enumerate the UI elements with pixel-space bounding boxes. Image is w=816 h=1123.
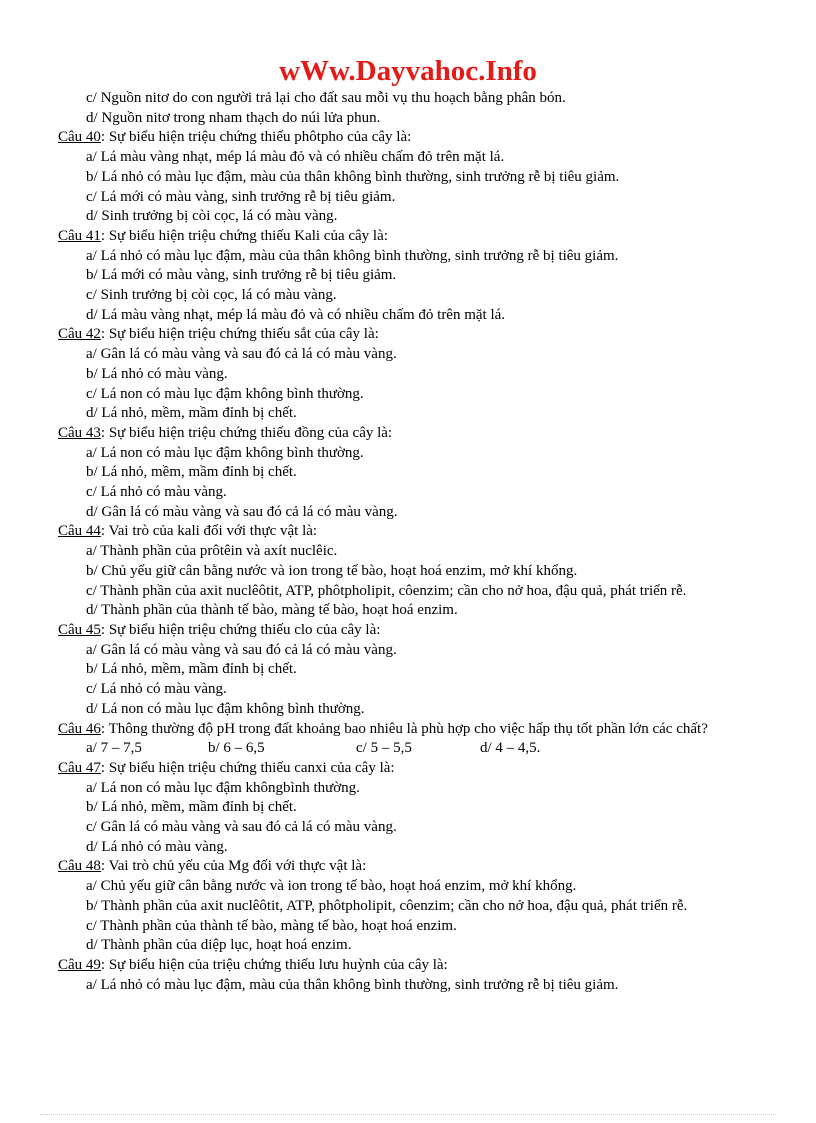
question-47 bbox=[58, 759, 758, 779]
option-d: d/ Sinh trưởng bị còi cọc, lá có màu vàng. bbox=[86, 208, 338, 225]
option-d: d/ Thành phần của thành tế bào, màng tế bào, hoạt hoá enzim. bbox=[86, 602, 458, 619]
question-label: Câu 44 bbox=[58, 523, 101, 540]
option-d: d/ Thành phần của diệp lục, hoạt hoá enzim. bbox=[86, 937, 352, 954]
option-b: b/ Lá nhỏ, mềm, mầm đỉnh bị chết. bbox=[86, 661, 297, 678]
inline-choices bbox=[58, 739, 758, 759]
option-c: c/ Lá nhỏ có màu vàng. bbox=[86, 484, 227, 501]
question-text: : Sự biểu hiện triệu chứng thiếu Kali của cây là: bbox=[100, 227, 388, 244]
option-b: b/ Lá nhỏ có màu lục đậm, màu của thân không bình thường, sinh trưởng rễ bị tiêu giảm. bbox=[86, 168, 620, 185]
option-a: a/ Lá non có màu lục đậm không bình thường. bbox=[86, 444, 364, 461]
option-b: b/ Lá mới có màu vàng, sinh trưởng rễ bị tiêu giảm. bbox=[86, 267, 397, 284]
question-48 bbox=[58, 857, 758, 877]
option-a: a/ Lá non có màu lục đậm khôngbình thường. bbox=[86, 779, 360, 796]
question-label: Câu 47 bbox=[58, 759, 101, 776]
document-body bbox=[58, 89, 758, 995]
option-a: a/ Gân lá có màu vàng và sau đó cả lá có màu vàng. bbox=[86, 641, 397, 658]
option-c: c/ Gân lá có màu vàng và sau đó cả lá có màu vàng. bbox=[86, 819, 397, 836]
question-label: Câu 46 bbox=[58, 720, 101, 737]
option-b: b/ 6 – 6,5 bbox=[208, 740, 265, 757]
option-d: d/ Lá non có màu lục đậm không bình thường. bbox=[86, 700, 365, 717]
question-41 bbox=[58, 227, 758, 247]
option-a: a/ Lá nhỏ có màu lục đậm, màu của thân không bình thường, sinh trưởng rễ bị tiêu giảm. bbox=[86, 247, 619, 264]
intro-line: c/ Nguồn nitơ do con người trả lại cho đất sau mỗi vụ thu hoạch bằng phân bón. bbox=[86, 90, 566, 106]
option-a: a/ 7 – 7,5 bbox=[86, 740, 142, 757]
question-44 bbox=[58, 522, 758, 542]
question-text: : Sự biểu hiện của triệu chứng thiếu lưu huỳnh của cây là: bbox=[100, 956, 448, 973]
question-40 bbox=[58, 128, 758, 148]
option-b: b/ Lá nhỏ, mềm, mầm đỉnh bị chết. bbox=[86, 799, 297, 816]
option-c: c/ Thành phần của axit nuclêôtit, ATP, phôtpholipit, côenzim; cần cho nở hoa, đậu quả, phát triển rễ. bbox=[86, 582, 687, 599]
option-d: d/ Lá nhỏ có màu vàng. bbox=[86, 838, 228, 855]
option-d: d/ Lá màu vàng nhạt, mép lá màu đỏ và có nhiều chấm đỏ trên mặt lá. bbox=[86, 306, 506, 323]
question-label: Câu 49 bbox=[58, 956, 101, 973]
question-text: : Thông thường độ pH trong đất khoảng bao nhiêu là phù hợp cho việc hấp thụ tốt phần lớn các chất? bbox=[100, 720, 708, 737]
question-42 bbox=[58, 325, 758, 345]
question-label: Câu 41 bbox=[58, 227, 101, 244]
option-c: c/ Lá nhỏ có màu vàng. bbox=[86, 681, 227, 698]
question-label: Câu 48 bbox=[58, 858, 101, 875]
option-d: d/ Lá nhỏ, mềm, mầm đỉnh bị chết. bbox=[86, 405, 297, 422]
option-a: a/ Lá màu vàng nhạt, mép lá màu đỏ và có nhiều chấm đỏ trên mặt lá. bbox=[86, 149, 505, 166]
option-a: a/ Lá nhỏ có màu lục đậm, màu của thân không bình thường, sinh trưởng rễ bị tiêu giảm. bbox=[86, 976, 619, 993]
option-b: b/ Lá nhỏ có màu vàng. bbox=[86, 365, 228, 382]
question-text: : Sự biểu hiện triệu chứng thiếu phôtpho của cây là: bbox=[100, 129, 412, 146]
question-label: Câu 42 bbox=[58, 326, 101, 343]
question-label: Câu 43 bbox=[58, 424, 101, 441]
option-c: c/ 5 – 5,5 bbox=[356, 740, 412, 757]
option-c: c/ Lá mới có màu vàng, sinh trưởng rễ bị tiêu giảm. bbox=[86, 188, 396, 205]
option-b: b/ Chủ yếu giữ cân bằng nước và ion trong tế bào, hoạt hoá enzim, mở khí khổng. bbox=[86, 562, 578, 579]
option-a: a/ Chủ yếu giữ cân bằng nước và ion trong tế bào, hoạt hoá enzim, mở khí khổng. bbox=[86, 878, 577, 895]
question-text: : Sự biểu hiện triệu chứng thiếu clo của cây là: bbox=[100, 621, 381, 638]
option-c: c/ Thành phần của thành tế bào, màng tế bào, hoạt hoá enzim. bbox=[86, 917, 457, 934]
question-46 bbox=[58, 720, 758, 740]
site-title[interactable]: wWw.Dayvahoc.Info bbox=[279, 55, 537, 87]
question-text: : Sự biểu hiện triệu chứng thiếu đồng của cây là: bbox=[100, 424, 393, 441]
question-text: : Sự biểu hiện triệu chứng thiếu canxi của cây là: bbox=[100, 759, 395, 776]
option-c: c/ Lá non có màu lục đậm không bình thường. bbox=[86, 385, 364, 402]
question-49 bbox=[58, 956, 758, 976]
option-c: c/ Sinh trưởng bị còi cọc, lá có màu vàng. bbox=[86, 287, 337, 304]
intro-line: d/ Nguồn nitơ trong nham thạch do núi lửa phun. bbox=[86, 109, 381, 126]
question-label: Câu 40 bbox=[58, 129, 101, 146]
question-43 bbox=[58, 424, 758, 444]
footer-divider bbox=[40, 1114, 776, 1115]
question-text: : Vai trò chủ yếu của Mg đối với thực vật là: bbox=[100, 858, 367, 875]
question-text: : Vai trò của kali đối với thực vật là: bbox=[100, 523, 318, 540]
option-a: a/ Thành phần của prôtêin và axít nuclêic. bbox=[86, 543, 338, 560]
question-45 bbox=[58, 621, 758, 641]
option-b: b/ Thành phần của axit nuclêôtit, ATP, phôtpholipit, côenzim; cần cho nở hoa, đậu quả, phát triển rễ. bbox=[86, 897, 688, 914]
option-a: a/ Gân lá có màu vàng và sau đó cả lá có màu vàng. bbox=[86, 346, 397, 363]
question-text: : Sự biểu hiện triệu chứng thiếu sắt của cây là: bbox=[100, 326, 379, 343]
option-d: d/ 4 – 4,5. bbox=[480, 740, 541, 757]
question-label: Câu 45 bbox=[58, 621, 101, 638]
option-b: b/ Lá nhỏ, mềm, mầm đỉnh bị chết. bbox=[86, 464, 297, 481]
option-d: d/ Gân lá có màu vàng và sau đó cả lá có màu vàng. bbox=[86, 503, 398, 520]
